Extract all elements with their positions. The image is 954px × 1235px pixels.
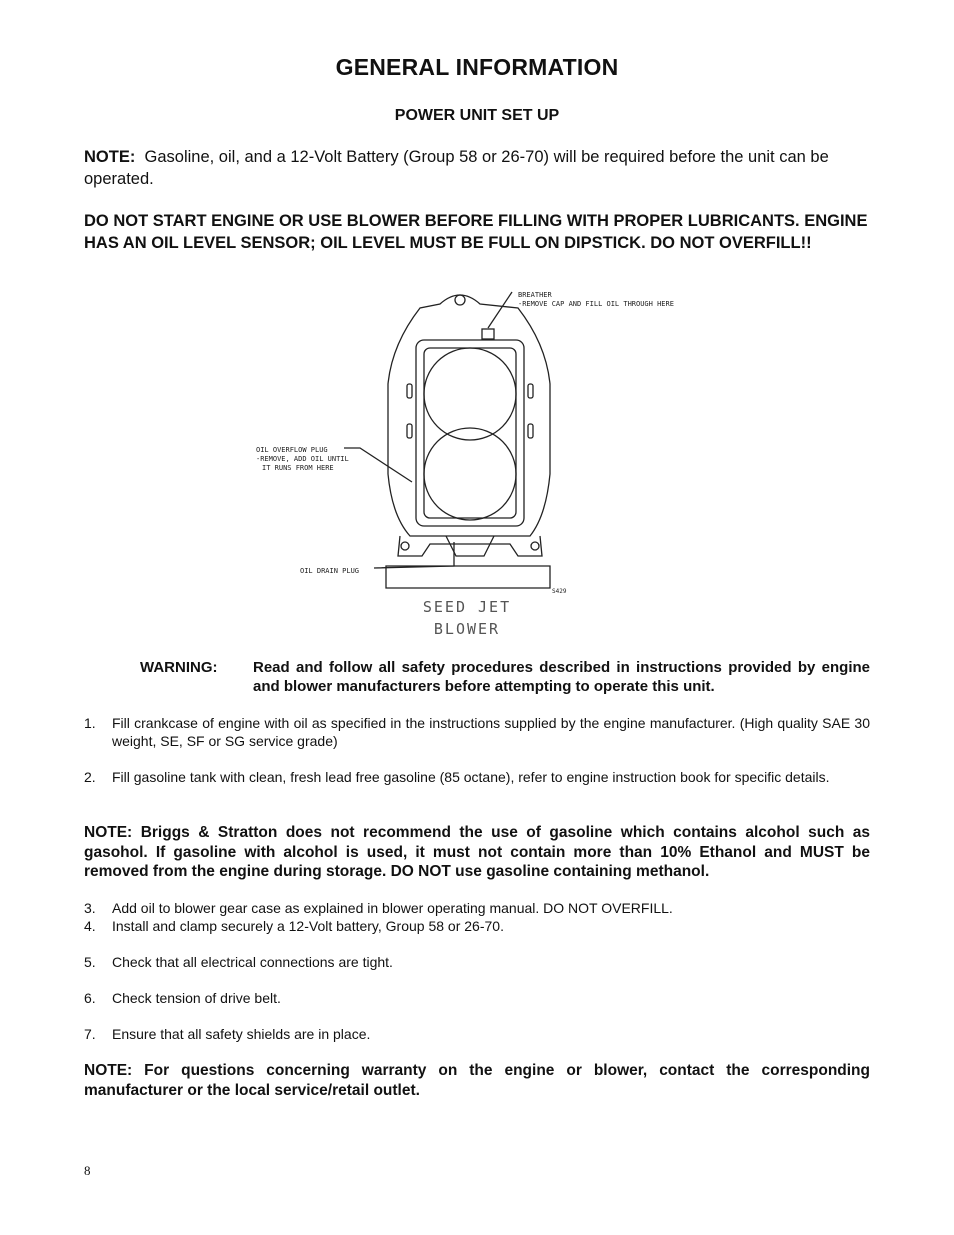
breather-cap [482, 329, 494, 339]
mounting-feet [398, 536, 542, 556]
lubricant-caution: DO NOT START ENGINE OR USE BLOWER BEFORE FILLING WITH PROPER LUBRICANTS. ENGINE HAS AN OIL LEVEL SENSOR; OIL LEVEL MUST BE FULL ON DIPSTICK. DO NOT OVERFILL!! [84, 212, 868, 252]
figure-caption-line2: BLOWER [433, 620, 501, 638]
list-item-text: Fill crankcase of engine with oil as specified in the instructions supplied by the engine manufacturer. (High quality SAE 30 weight, SE, SF or SG service grade) [112, 715, 870, 749]
list-item-number: 5. [84, 954, 96, 970]
list-item-text: Check tension of drive belt. [112, 990, 281, 1006]
list-item-text: Add oil to blower gear case as explained in blower operating manual. DO NOT OVERFILL. [112, 900, 673, 916]
blower-housing [388, 295, 550, 536]
overflow-instruction-2: IT RUNS FROM HERE [262, 464, 334, 472]
warning-label: WARNING: [140, 659, 218, 676]
drain-plug-label: OIL DRAIN PLUG [300, 567, 360, 575]
impeller-lobe-bottom [424, 428, 516, 520]
note-battery-text: Gasoline, oil, and a 12-Volt Battery (Group 58 or 26-70) will be required before the unit can be operated. [84, 148, 829, 188]
breather-instruction: -REMOVE CAP AND FILL OIL THROUGH HERE [518, 300, 674, 308]
list-item-number: 7. [84, 1026, 96, 1042]
list-item-number: 2. [84, 769, 96, 785]
blower-diagram [250, 284, 710, 640]
list-item-number: 4. [84, 918, 96, 934]
lifting-eye [455, 295, 465, 305]
note-warranty: NOTE: For questions concerning warranty on the engine or blower, contact the corresponding manufacturer or the local service/retail outlet. [84, 1062, 870, 1099]
list-item-number: 3. [84, 900, 96, 916]
list-item-number: 1. [84, 715, 96, 731]
list-item-text: Check that all electrical connections are tight. [112, 954, 393, 970]
page-title: GENERAL INFORMATION [335, 54, 619, 80]
note-label: NOTE: [84, 148, 136, 166]
figure-code: S429 [552, 588, 567, 595]
drain-bracket [446, 536, 494, 556]
overflow-plug-label: OIL OVERFLOW PLUG [256, 446, 328, 454]
housing-frame-inner [424, 348, 516, 518]
note-gasoline: NOTE: Briggs & Stratton does not recommend the use of gasoline which contains alcohol such as gasohol. If gasoline with alcohol is used, it must not contain more than 10% Ethanol and MUST be removed from the engine during storage. DO NOT use gasoline containing methanol. [84, 824, 870, 880]
section-subtitle: POWER UNIT SET UP [394, 107, 560, 124]
list-item-text: Fill gasoline tank with clean, fresh lead free gasoline (85 octane), refer to engine instruction book for specific details. [112, 769, 830, 785]
warning-text: Read and follow all safety procedures described in instructions provided by engine and blower manufacturers before attempting to operate this unit. [253, 659, 870, 695]
list-item-number: 6. [84, 990, 96, 1006]
overflow-instruction-1: -REMOVE, ADD OIL UNTIL [256, 455, 349, 463]
impeller-lobe-top [424, 348, 516, 440]
page-number: 8 [84, 1163, 91, 1178]
list-item-text: Ensure that all safety shields are in place. [112, 1026, 371, 1042]
breather-label: BREATHER [518, 291, 552, 299]
figure-caption-line1: SEED JET [422, 598, 512, 616]
list-item-text: Install and clamp securely a 12-Volt battery, Group 58 or 26-70. [112, 918, 504, 934]
note-battery [84, 146, 870, 190]
mounting-base [386, 566, 550, 588]
